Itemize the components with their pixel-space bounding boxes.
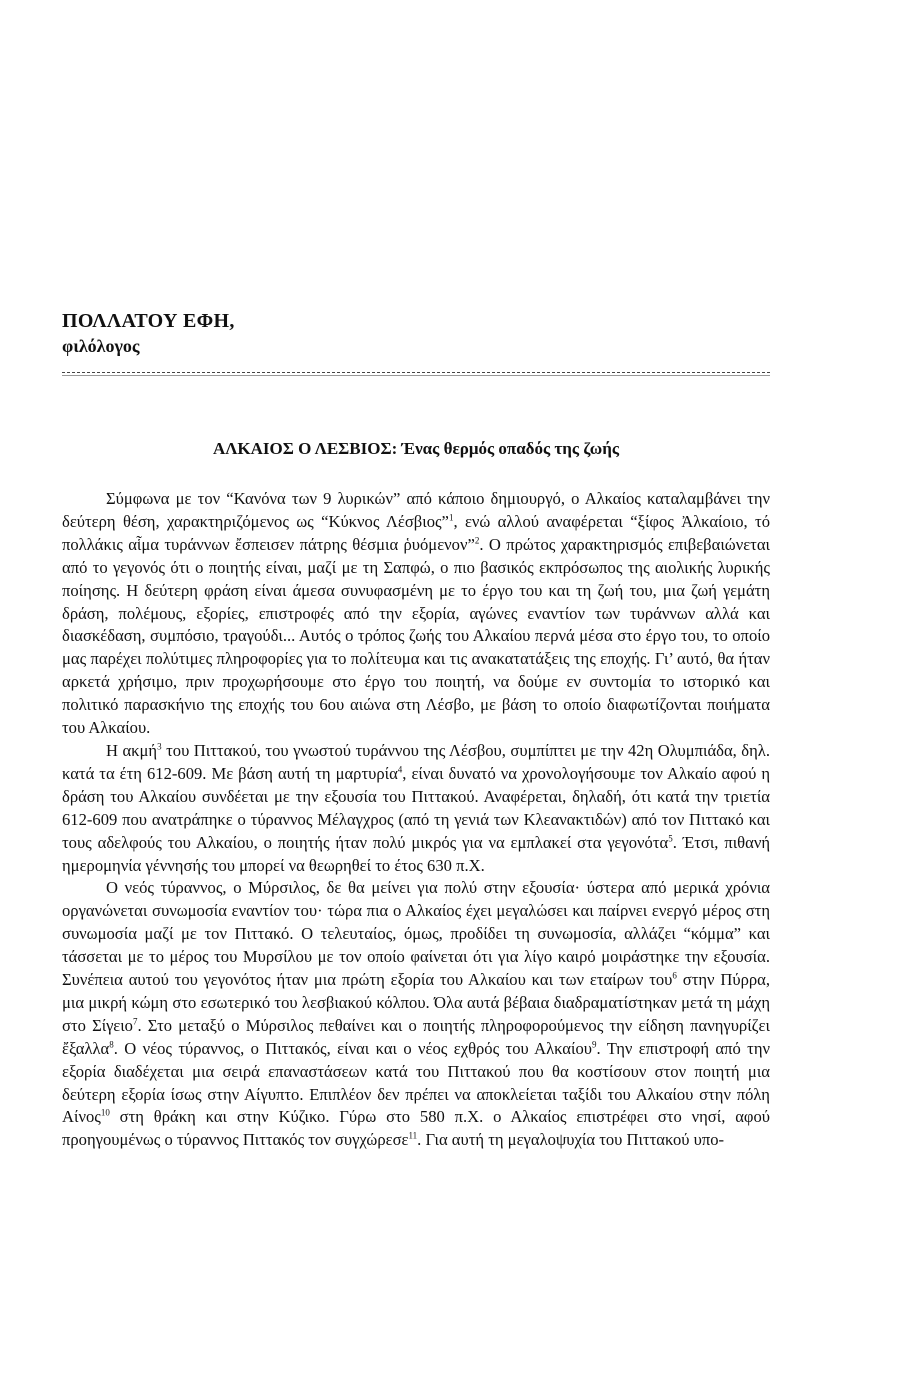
body-paragraph [62, 488, 770, 740]
footnote-marker: 6 [672, 970, 677, 981]
author-name: ΠΟΛΛΑΤΟΥ ΕΦΗ, [62, 310, 235, 332]
paragraph-text: . Για αυτή τη μεγαλοψυχία του Πιττακού υπο- [417, 1130, 725, 1150]
paragraph-text: . Την επιστροφή από την εξορία διαδέχεται μια σειρά επαναστάσεων κατά του Πιττακού που θα κοστίσουν στον ποιητή μια δεύτερη εξορία ίσως στην Αίγυπτο. Επιπλέον δεν πρέπει να αποκλείεται ταξίδι του Αλκαίου στην πόλη Αίνος [62, 1038, 770, 1127]
footnote-marker: 3 [157, 741, 162, 752]
body-paragraph [62, 740, 770, 877]
footnote-marker: 9 [591, 1039, 597, 1050]
paragraph-text: , είναι δυνατό να χρονολογήσουμε τον Αλκαίο αφού η δράση του Αλκαίου συνδέεται με την εξουσία του Πιττακού. Αναφέρεται, δηλαδή, ότι κατά την τριετία 612-609 που ανατράπηκε ο τύραννος Μέλαγχρος (από τη γενιά των Κλεανακτιδών) από τον Πιττακό και τους αδελφούς του Αλκαίου, ο ποιητής ήταν πολύ μικρός για να εμπλακεί στα γεγονότα [62, 763, 770, 852]
paragraph-text: Ο νεός τύραννος, ο Μύρσιλος, δε θα μείνει για πολύ στην εξουσία· ύστερα από μερικά χρόνια οργανώνεται συνωμοσία εναντίον του· τώρα πια ο Αλκαίος έχει μεγαλώσει και παίρνει ενεργό μέρος στη συνωμοσία μαζί με τον Πιττακό. Ο τελευταίος, όμως, προδίδει τη συνωμοσία, αλλάζει “κόμμα” και τάσσεται με το μέρος του Μυρσίλου με τον οποίο φαίνεται ότι για λίγο καιρό μοιράστηκε την εξουσία. Συνέπεια αυτού του γεγονότος ήταν μια πρώτη εξορία του Αλκαίου και των εταίρων του [62, 878, 770, 990]
paragraph-text: Η ακμή [106, 740, 158, 760]
header-divider [62, 372, 770, 373]
paragraph-text: , ενώ αλλού αναφέρεται “ξίφος Ἀλκαίοιο, τό πολλάκις αἷμα τυράννων ἔσπεισεν πάτρης θέσμια ῥυόμενον” [62, 511, 770, 554]
paragraph-text: . Έτσι, πιθανή ημερομηνία γέννησής του μπορεί να θεωρηθεί το έτος 630 π.Χ. [62, 832, 770, 875]
author-role: φιλόλογος [62, 336, 140, 356]
footnote-marker: 4 [397, 764, 403, 775]
footnote-marker: 7 [132, 1016, 138, 1027]
paragraph-text: Σύμφωνα με τον “Κανόνα των 9 λυρικών” από κάποιο δημιουργό, ο Αλκαίος καταλαμβάνει την δεύτερη θέση, χαρακτηριζόμενος ως “Κύκνος Λέσβιος” [62, 489, 770, 531]
footnote-marker: 10 [100, 1107, 110, 1118]
paragraph-text: στην Πύρρα, μια μικρή κώμη στο εσωτερικό του λεσβιακού κόλπου. Όλα αυτά βέβαια διαδραματίστηκαν μετά τη μάχη στο Σίγειο [62, 970, 770, 1035]
footnote-marker: 1 [448, 512, 454, 523]
paragraph-text: στη θράκη και στην Κύζικο. Γύρω στο 580 π.Χ. ο Αλκαίος επιστρέφει στο νησί, αφού προηγουμένως ο τύραννος Πιττακός τον συγχώρεσε [62, 1107, 770, 1150]
article-body [62, 488, 770, 1152]
paragraph-text: . Στο μεταξύ ο Μύρσιλος πεθαίνει και ο ποιητής πληροφορούμενος την είδηση πανηγυρίζει ἔξαλλα [62, 1015, 770, 1058]
article-title-sub: Ένας θερμός οπαδός της ζωής [401, 439, 620, 458]
header-divider-secondary [62, 375, 770, 376]
paragraph-text: . Ο νέος τύραννος, ο Πιττακός, είναι και ο νέος εχθρός του Αλκαίου [113, 1038, 592, 1058]
article-title-main: ΑΛΚΑΙΟΣ Ο ΛΕΣΒΙΟΣ: [212, 439, 398, 458]
paragraph-text: του Πιττακού, του γνωστού τυράννου της Λέσβου, συμπίπτει με την 42η Ολυμπιάδα, δηλ. κατά τα έτη 612-609. Με βάση αυτή τη μαρτυρία [62, 740, 770, 783]
body-paragraph [62, 877, 770, 1152]
footnote-marker: 11 [408, 1130, 418, 1141]
footnote-marker: 8 [109, 1039, 114, 1050]
paragraph-text: . Ο πρώτος χαρακτηρισμός επιβεβαιώνεται από το γεγονός ότι ο ποιητής είναι, μαζί με τη Σαπφώ, ο πιο βασικός εκπρόσωπος της αιολικής λυρικής ποίησης. Η δεύτερη φράση είναι άμεσα συνυφασμένη με το έργο του και τη ζωή του, μια ζωή γεμάτη δράση, πολέμους, εξορίες, επιστροφές από την εξορία, αγώνες εναντίον των τυράννων αλλά και διασκέδαση, συμπόσιο, τραγούδι... Αυτός ο τρόπος ζωής του Αλκαίου περνά μέσα στο έργο του, το οποίο μας παρέχει πολύτιμες πληροφορίες για το πολίτευμα και τις ανακατατάξεις της εποχής. Γι’ αυτό, θα ήταν αρκετά χρήσιμο, πριν προχωρήσουμε στο έργο του ποιητή, να δούμε εν συντομία το ιστορικό και πολιτικό παρασκήνιο της εποχής του 6ου αιώνα στη Λέσβο, με βάση το οποίο διαφωτίζονται ποιήματα του Αλκαίου. [62, 534, 770, 738]
author-block [62, 308, 762, 358]
footnote-marker: 2 [474, 535, 480, 546]
article-title [62, 438, 770, 460]
footnote-marker: 5 [668, 833, 673, 844]
